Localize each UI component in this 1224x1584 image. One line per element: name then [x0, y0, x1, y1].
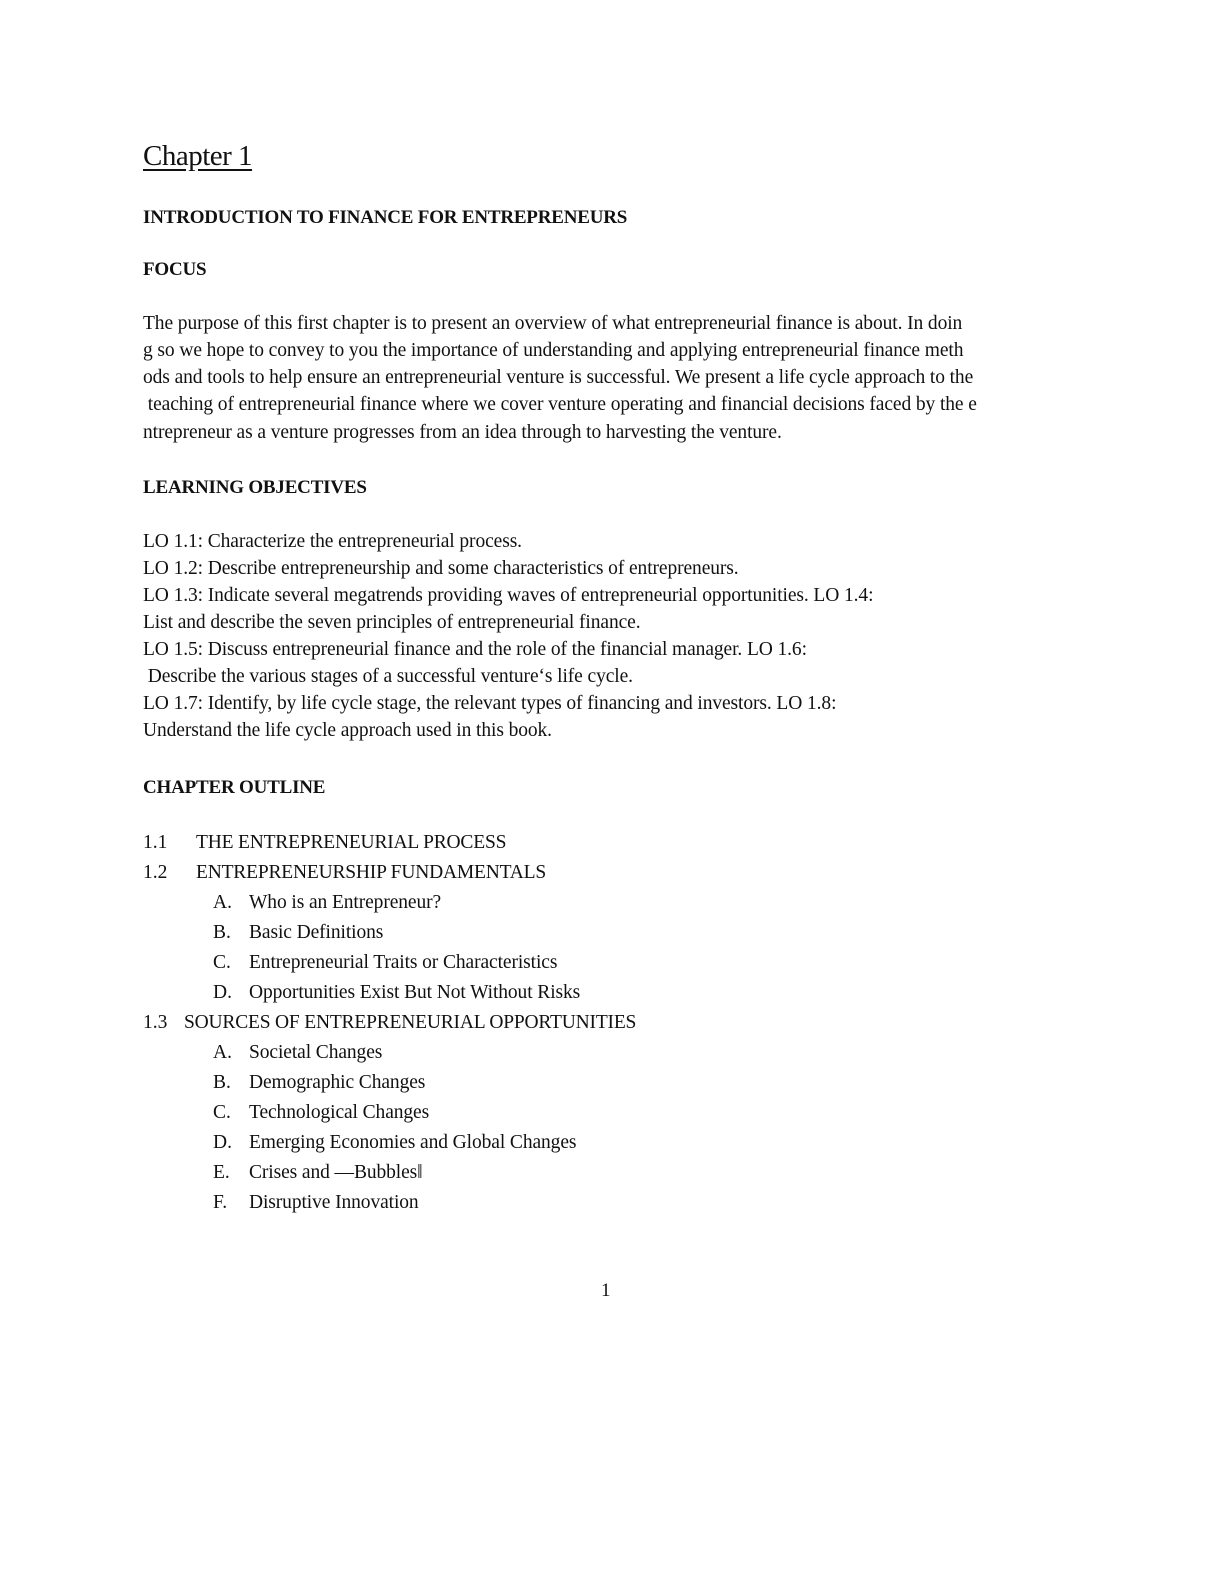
focus-heading: FOCUS	[143, 259, 207, 280]
objective-line: LO 1.7: Identify, by life cycle stage, the relevant types of financing and investors. LO 1.8:	[143, 693, 837, 714]
focus-line: g so we hope to convey to you the importance of understanding and applying entrepreneurial finance meth	[143, 340, 964, 361]
objective-line: Describe the various stages of a successful venture‘s life cycle.	[143, 666, 633, 687]
focus-line: ntrepreneur as a venture progresses from an idea through to harvesting the venture.	[143, 422, 782, 443]
chapter-outline-heading: CHAPTER OUTLINE	[143, 777, 326, 798]
outline-item-letter: D.	[213, 982, 232, 1003]
outline-item-letter: D.	[213, 1132, 232, 1153]
outline-item: Entrepreneurial Traits or Characteristics	[249, 952, 558, 973]
outline-item-letter: A.	[213, 892, 232, 913]
outline-item: Who is an Entrepreneur?	[249, 892, 442, 913]
objective-line: LO 1.1: Characterize the entrepreneurial process.	[143, 531, 522, 552]
focus-line: teaching of entrepreneurial finance where we cover venture operating and financial decisions faced by the e	[143, 394, 977, 415]
outline-item: Emerging Economies and Global Changes	[249, 1132, 577, 1153]
outline-item-letter: F.	[213, 1192, 228, 1213]
outline-item: Opportunities Exist But Not Without Risks	[249, 982, 581, 1003]
objective-line: LO 1.5: Discuss entrepreneurial finance and the role of the financial manager. LO 1.6:	[143, 639, 807, 660]
outline-item: Demographic Changes	[249, 1072, 426, 1093]
outline-section-title: THE ENTREPRENEURIAL PROCESS	[196, 832, 507, 853]
outline-section-number: 1.2	[143, 862, 168, 883]
outline-item: Technological Changes	[249, 1102, 430, 1123]
outline-section-title: ENTREPRENEURSHIP FUNDAMENTALS	[196, 862, 546, 883]
outline-item: Societal Changes	[249, 1042, 383, 1063]
main-heading: INTRODUCTION TO FINANCE FOR ENTREPRENEURS	[143, 207, 628, 228]
learning-objectives-heading: LEARNING OBJECTIVES	[143, 477, 367, 498]
outline-section-title: SOURCES OF ENTREPRENEURIAL OPPORTUNITIES	[184, 1012, 637, 1033]
outline-item-letter: B.	[213, 922, 231, 943]
outline-item-letter: C.	[213, 1102, 231, 1123]
outline-item: Basic Definitions	[249, 922, 384, 943]
objective-line: LO 1.2: Describe entrepreneurship and some characteristics of entrepreneurs.	[143, 558, 739, 579]
outline-item-letter: E.	[213, 1162, 230, 1183]
objective-line: List and describe the seven principles of entrepreneurial finance.	[143, 612, 641, 633]
objective-line: LO 1.3: Indicate several megatrends providing waves of entrepreneurial opportunities. LO 1.4:	[143, 585, 874, 606]
focus-line: The purpose of this first chapter is to present an overview of what entrepreneurial finance is about. In doin	[143, 313, 963, 334]
outline-item: Disruptive Innovation	[249, 1192, 419, 1213]
outline-item-letter: B.	[213, 1072, 231, 1093]
outline-item: Crises and ―Bubbles‖	[249, 1162, 423, 1183]
focus-line: ods and tools to help ensure an entrepreneurial venture is successful. We present a life cycle approach to the	[143, 367, 974, 388]
objective-line: Understand the life cycle approach used in this book.	[143, 720, 552, 741]
chapter-title: Chapter 1	[143, 140, 253, 172]
outline-section-number: 1.1	[143, 832, 168, 853]
outline-item-letter: A.	[213, 1042, 232, 1063]
outline-item-letter: C.	[213, 952, 231, 973]
page-number: 1	[601, 1280, 611, 1301]
outline-section-number: 1.3	[143, 1012, 168, 1033]
